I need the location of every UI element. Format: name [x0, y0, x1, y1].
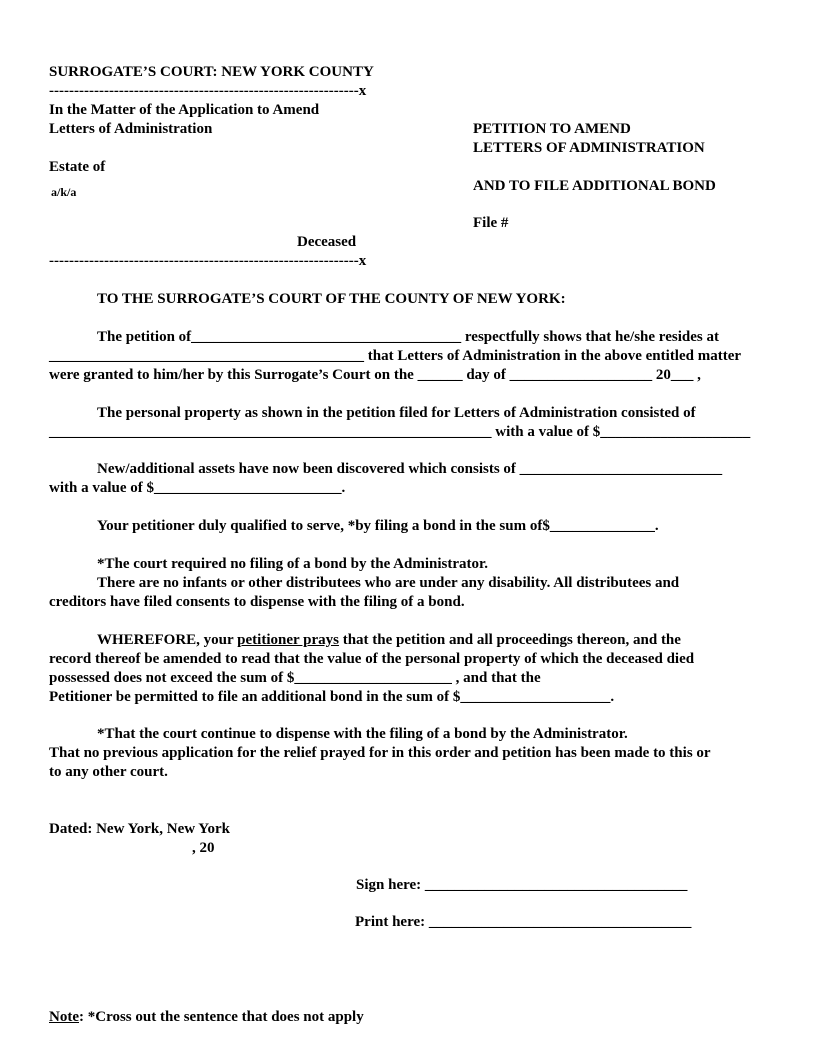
note-text: : *Cross out the sentence that does not apply: [79, 1009, 364, 1025]
aka-label: a/k/a: [51, 185, 77, 199]
doc-title-line-3: AND TO FILE ADDITIONAL BOND: [473, 178, 716, 194]
dated-line-1: Dated: New York, New York: [49, 821, 230, 837]
matter-line-1: In the Matter of the Application to Amend: [49, 102, 320, 118]
dated-line-2: , 20: [192, 840, 215, 856]
property-line-2: ___________________________________________________________ with a value of $____________________: [49, 424, 751, 440]
petition-line-3: were granted to him/her by this Surrogate’s Court on the ______ day of ___________________ 20___ ,: [49, 367, 701, 383]
print-here-label: Print here:: [355, 914, 426, 930]
dispense-line-2: That no previous application for the relief prayed for in this order and petition has been made to this or: [49, 745, 711, 761]
assets-line-1: New/additional assets have now been discovered which consists of ___________________________: [97, 461, 723, 477]
estate-of-label: Estate of: [49, 159, 106, 175]
print-here-line: ___________________________________: [428, 914, 692, 930]
sign-here-field[interactable]: [356, 876, 687, 895]
court-name: SURROGATE’S COURT: NEW YORK COUNTY: [49, 64, 374, 80]
wherefore-line-3: possessed does not exceed the sum of $_____________________ , and that the: [49, 670, 541, 686]
dispense-line-1: *That the court continue to dispense with the filing of a bond by the Administrator.: [97, 726, 628, 742]
doc-title-line-2: LETTERS OF ADMINISTRATION: [473, 140, 705, 156]
doc-title-line-1: PETITION TO AMEND: [473, 121, 631, 137]
bond-line: Your petitioner duly qualified to serve, *by filing a bond in the sum of$______________.: [97, 518, 659, 534]
wherefore-line-4: Petitioner be permitted to file an additional bond in the sum of $____________________.: [49, 689, 615, 705]
wherefore-suffix: that the petition and all proceedings thereon, and the: [338, 632, 681, 648]
wherefore-line-2: record thereof be amended to read that the value of the personal property of which the deceased died: [49, 651, 695, 667]
sign-here-label: Sign here:: [356, 877, 422, 893]
sign-here-line: ___________________________________: [424, 877, 688, 893]
matter-line-2: Letters of Administration: [49, 121, 213, 137]
caption-divider-top: --------------------------------------------------------------x: [49, 83, 367, 99]
property-line-1: The personal property as shown in the petition filed for Letters of Administration consisted of: [97, 405, 696, 421]
deceased-label: Deceased: [297, 234, 357, 250]
print-here-field[interactable]: [355, 913, 691, 932]
no-bond-line-3: creditors have filed consents to dispense with the filing of a bond.: [49, 594, 465, 610]
note-label: Note: [49, 1009, 79, 1025]
petition-line-1: The petition of____________________________________ respectfully shows that he/she resides at: [97, 329, 719, 345]
footnote: [49, 1008, 364, 1027]
dispense-line-3: to any other court.: [49, 764, 168, 780]
no-bond-line-1: *The court required no filing of a bond by the Administrator.: [97, 556, 489, 572]
assets-line-2: with a value of $_________________________.: [49, 480, 346, 496]
file-number-label: File #: [473, 215, 509, 231]
wherefore-prefix: WHEREFORE, your: [97, 632, 238, 648]
caption-divider-bottom: --------------------------------------------------------------x: [49, 253, 367, 269]
no-bond-line-2: There are no infants or other distributees who are under any disability. All distributees and: [97, 575, 680, 591]
court-address: TO THE SURROGATE’S COURT OF THE COUNTY OF NEW YORK:: [97, 291, 566, 307]
wherefore-line-1: [97, 631, 681, 650]
petitioner-prays: petitioner prays: [237, 632, 339, 648]
petition-line-2: __________________________________________ that Letters of Administration in the above entitled matter: [49, 348, 742, 364]
